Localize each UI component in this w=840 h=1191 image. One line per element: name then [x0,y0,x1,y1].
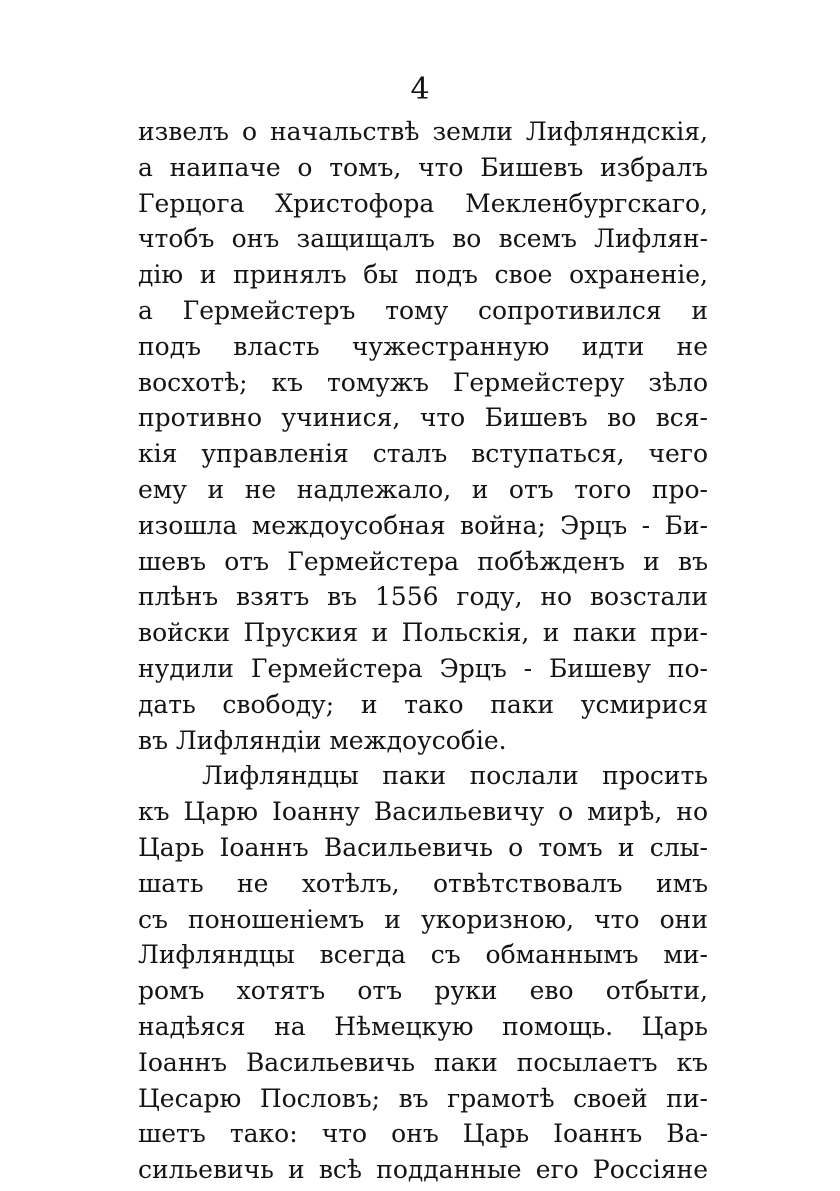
text-line: Герцога Христофора Мекленбургскаго, [138,188,708,218]
text-line: Цесарю Пословъ; въ грамотѣ своей пи- [138,1083,708,1113]
text-line: съ поношеніемъ и укоризною, что они [138,904,708,934]
text-line: противно учинися, что Бишевъ во вся- [138,403,708,433]
text-line: а наипаче о томъ, что Бишевъ избралъ [138,152,708,182]
text-line: восхотѣ; къ томужъ Гермейстеру зѣло [138,367,708,397]
text-line: нудили Гермейстера Эрцъ - Бишеву по- [138,653,708,683]
text-line: извелъ о начальствѣ земли Лифляндскія, [138,117,708,146]
text-line: а Гермейстеръ тому сопротивился и [138,295,708,325]
text-line: кія управленія сталъ вступаться, чего [138,439,708,469]
paragraph [138,758,708,1188]
text-line: дать свободу; и тако паки усмирися [138,689,708,719]
text-line: дію и принялъ бы подъ свое охраненіе, [138,260,708,290]
text-line: плѣнъ взятъ въ 1556 году, но возстали [138,582,708,612]
text-line: Лифляндцы всегда съ обманнымъ ми- [138,940,708,970]
body-text [138,114,708,1188]
text-line: въ Лифляндіи междоусобіе. [138,725,507,755]
text-line: изошла междоусобная война; Эрцъ - Би- [138,510,708,540]
text-line: надѣяся на Нѣмецкую помощь. Царь [138,1011,708,1041]
text-line: сильевичь и всѣ подданные его Россіяне [138,1155,708,1185]
text-line: шать не хотѣлъ, отвѣтствовалъ имъ [138,868,708,898]
text-line: чтобъ онъ защищалъ во всемъ Лифлян- [138,224,708,254]
page-number: 4 [410,72,430,107]
text-line: войски Пруския и Польскія, и паки при- [138,618,708,648]
text-line: Лифляндцы паки послали просить [202,761,708,791]
paragraph [138,114,708,758]
text-line: подъ власть чужестранную идти не [138,331,708,361]
text-line: ромъ хотятъ отъ руки ево отбыти, [138,976,708,1006]
text-line: Іоаннъ Васильевичь паки посылаетъ къ [138,1047,708,1077]
text-line: Царь Іоаннъ Васильевичь о томъ и слы- [138,832,708,862]
text-line: шевъ отъ Гермейстера побѣжденъ и въ [138,546,708,576]
text-line: къ Царю Іоанну Васильевичу о мирѣ, но [138,797,708,827]
text-line: ему и не надлежало, и отъ того про- [138,474,708,504]
text-line: шетъ тако: что онъ Царь Іоаннъ Ва- [138,1119,708,1149]
